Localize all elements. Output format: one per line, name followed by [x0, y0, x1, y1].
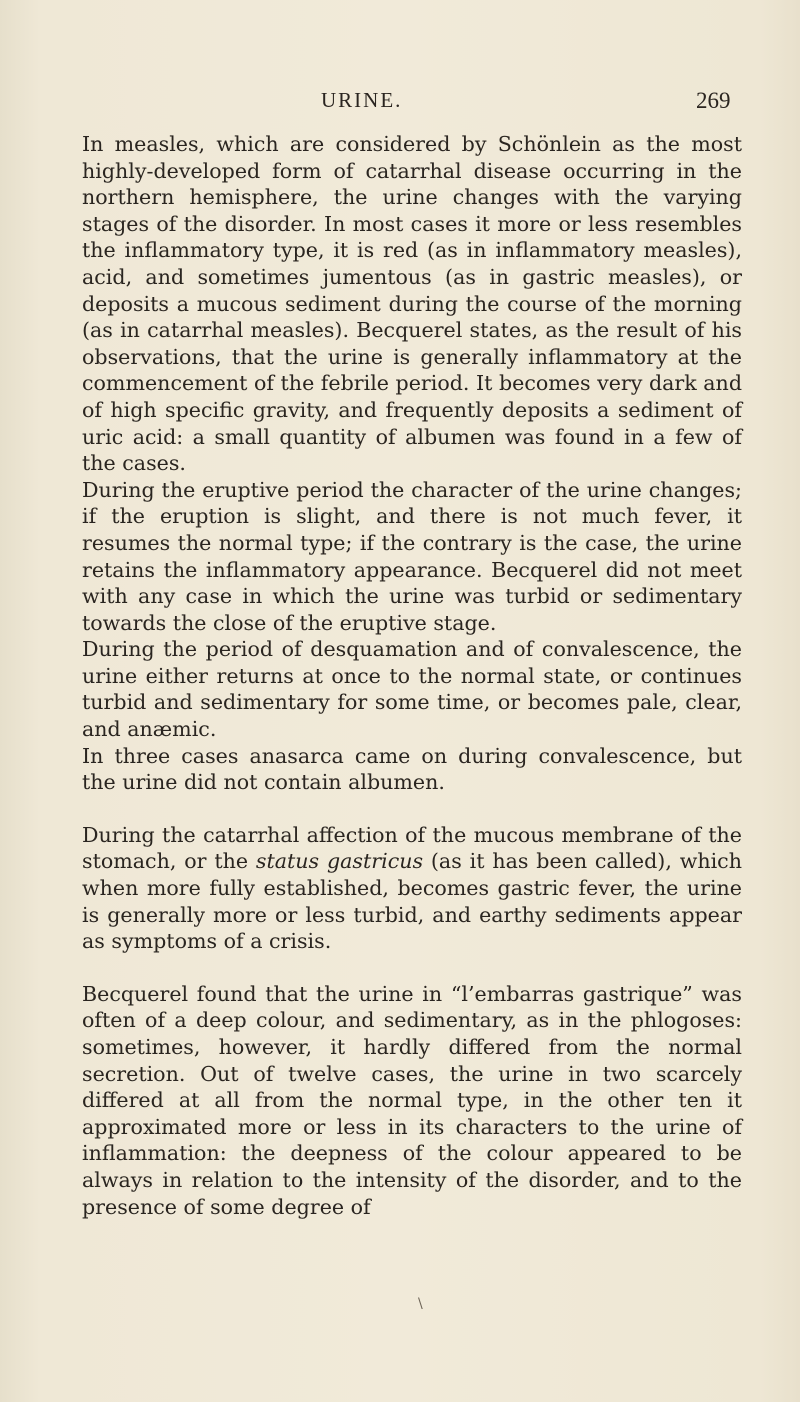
gastric-text-before: During the catarrhal affection of the mucous membrane of the stomach, or the	[82, 822, 742, 874]
gastric-italic-term: status gastricus	[255, 849, 424, 874]
paragraph-eruptive-period: During the eruptive period the character of the urine changes; if the eruption is slight, and there is not much fever, it resumes the normal type; if the contrary is the case, the urine retains the inflammatory appearance. Becquerel did not meet with any case in which the urine was turbid or sedimentary towards the close of the eruptive stage.	[82, 477, 742, 635]
gastric-text-after: (as it has been called), which when more fully established, becomes gastric fever, the urine is generally more or less turbid, and earthy sediments appear as symptoms of a crisis.	[82, 849, 742, 954]
page-header	[0, 88, 800, 118]
paragraph-embarras-gastrique: Becquerel found that the urine in “l’embarras gastrique” was often of a deep colour, and sedimentary, as in the phlogoses: sometimes, however, it hardly differed from the normal secretion. Out of twelve cases, the urine in two scarcely differed at all from the normal type, in the other ten it approximated more or less in its characters to the urine of inflammation: the deepness of the colour appeared to be always in relation to the intensity of the disorder, and to the presence of some degree of	[82, 981, 742, 1219]
paragraph-anasarca: In three cases anasarca came on during convalescence, but the urine did not contain albumen.	[82, 743, 742, 795]
paragraph-gap	[82, 796, 742, 822]
paragraph-gap	[82, 955, 742, 981]
page-number: 269	[696, 88, 731, 113]
body-text	[82, 131, 742, 1220]
stray-mark: \	[418, 1296, 423, 1312]
running-head: URINE.	[321, 88, 403, 112]
paragraph-desquamation: During the period of desquamation and of convalescence, the urine either returns at once to the normal state, or continues turbid and sedimentary for some time, or becomes pale, clear, and anæmic.	[82, 637, 742, 742]
paragraph-measles: In measles, which are considered by Schönlein as the most highly-developed form of catarrhal disease occurring in the northern hemisphere, the urine changes with the varying stages of the disorder. In most cases it more or less resembles the inflammatory type, it is red (as in inflammatory measles), acid, and sometimes jumentous (as in gastric measles), or deposits a mucous sediment during the course of the morning (as in catarrhal measles). Becquerel states, as the result of his observations, that the urine is generally inflammatory at the commencement of the febrile period. It becomes very dark and of high specific gravity, and frequently deposits a sediment of uric acid: a small quantity of albumen was found in a few of the cases.	[82, 132, 743, 476]
paragraph-status-gastricus	[82, 822, 742, 955]
